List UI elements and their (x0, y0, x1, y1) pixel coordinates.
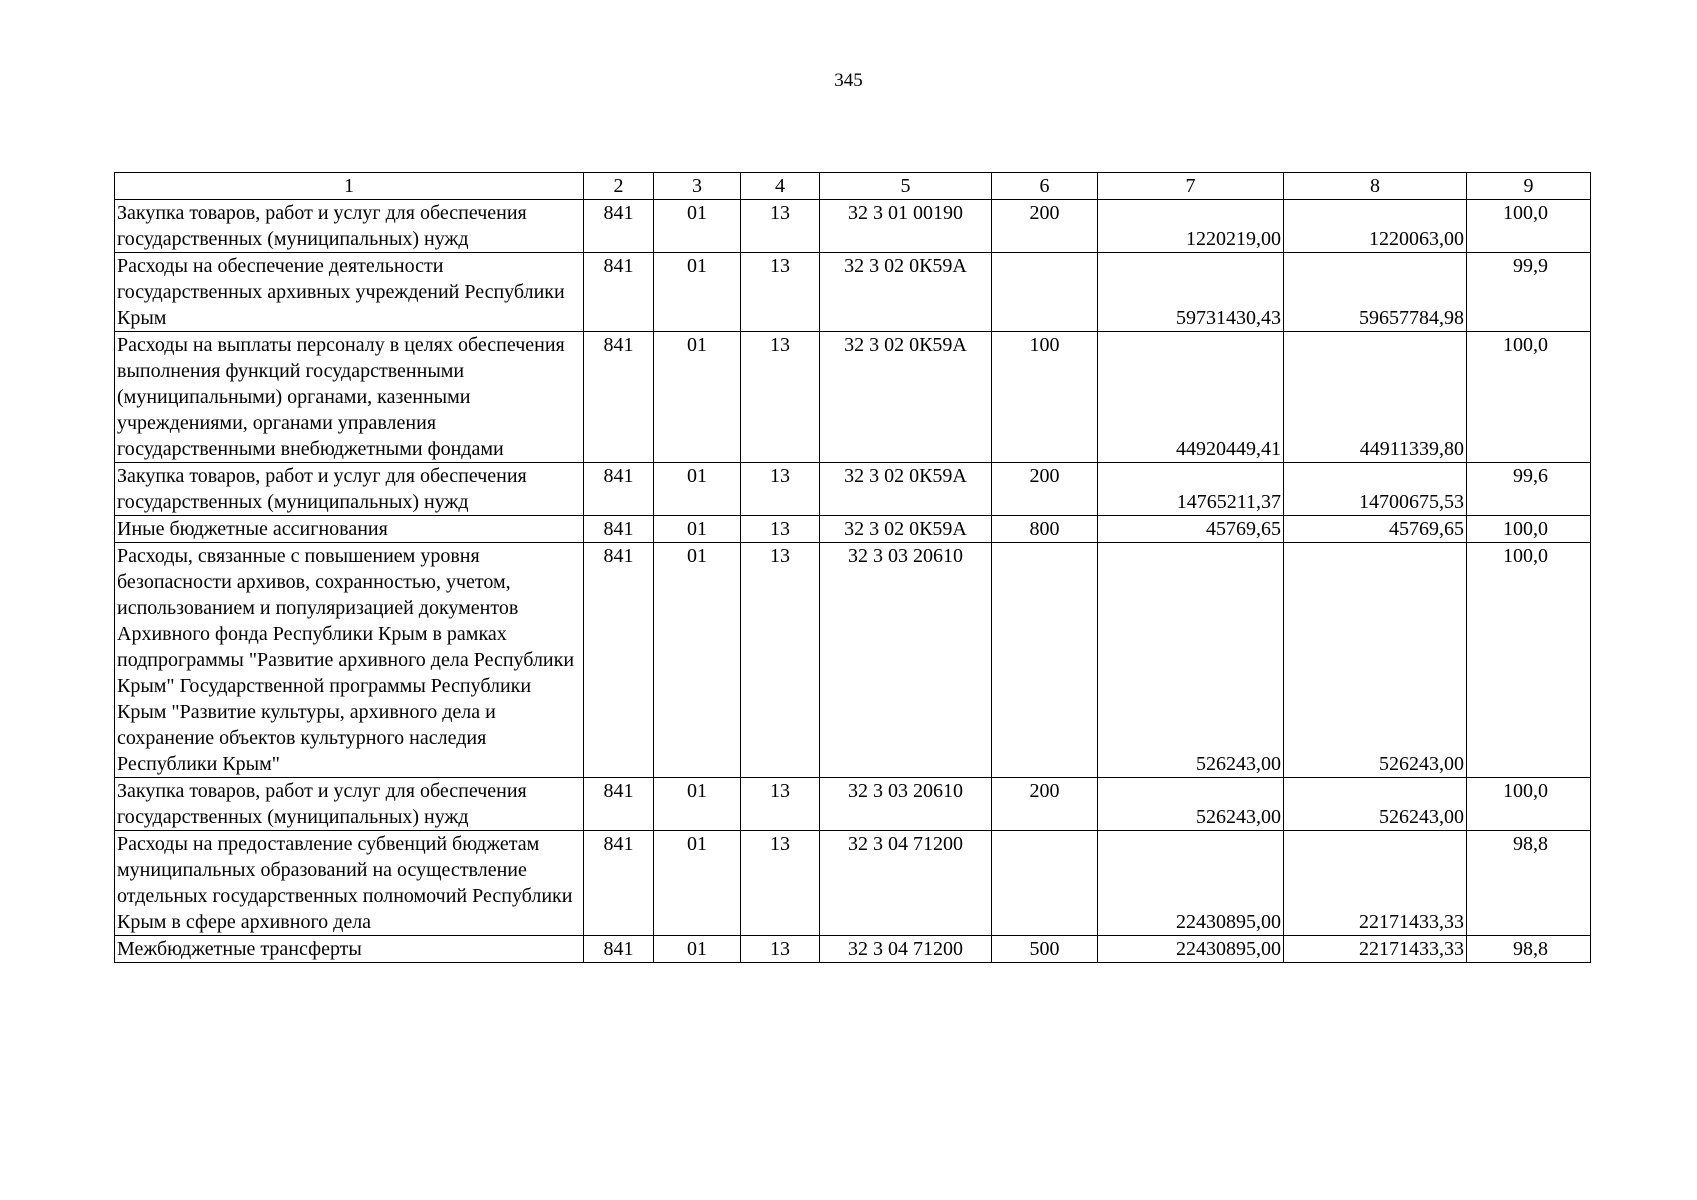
planned-amount-cell: 44920449,41 (1098, 332, 1284, 463)
executed-amount-cell: 59657784,98 (1284, 253, 1467, 332)
ministry-code-cell: 841 (584, 463, 654, 516)
subsection-code-cell: 13 (741, 332, 820, 463)
percent-cell: 100,0 (1467, 200, 1591, 253)
header-cell: 7 (1098, 173, 1284, 200)
table-row (115, 778, 1591, 831)
planned-amount-cell: 526243,00 (1098, 543, 1284, 778)
table-row (115, 543, 1591, 778)
percent-cell: 99,6 (1467, 463, 1591, 516)
table-row (115, 463, 1591, 516)
header-cell: 2 (584, 173, 654, 200)
subsection-code-cell: 13 (741, 200, 820, 253)
target-item-cell: 32 3 02 0К59А (820, 253, 992, 332)
section-code-cell: 01 (654, 332, 741, 463)
header-cell: 3 (654, 173, 741, 200)
planned-amount-cell: 22430895,00 (1098, 936, 1284, 963)
table-row (115, 253, 1591, 332)
executed-amount-cell: 526243,00 (1284, 543, 1467, 778)
table-row (115, 200, 1591, 253)
expense-type-cell: 200 (992, 778, 1098, 831)
executed-amount-cell: 45769,65 (1284, 516, 1467, 543)
ministry-code-cell: 841 (584, 200, 654, 253)
planned-amount-cell: 14765211,37 (1098, 463, 1284, 516)
percent-cell: 100,0 (1467, 543, 1591, 778)
subsection-code-cell: 13 (741, 253, 820, 332)
expense-type-cell (992, 253, 1098, 332)
planned-amount-cell: 526243,00 (1098, 778, 1284, 831)
expense-type-cell: 800 (992, 516, 1098, 543)
executed-amount-cell: 22171433,33 (1284, 936, 1467, 963)
table-row (115, 516, 1591, 543)
percent-cell: 100,0 (1467, 778, 1591, 831)
ministry-code-cell: 841 (584, 516, 654, 543)
target-item-cell: 32 3 03 20610 (820, 778, 992, 831)
expense-name-cell: Расходы на обеспечение деятельности государственных архивных учреждений Республики Крым (115, 253, 584, 332)
section-code-cell: 01 (654, 778, 741, 831)
ministry-code-cell: 841 (584, 831, 654, 936)
header-cell: 5 (820, 173, 992, 200)
subsection-code-cell: 13 (741, 543, 820, 778)
budget-table (114, 172, 1591, 963)
section-code-cell: 01 (654, 200, 741, 253)
section-code-cell: 01 (654, 463, 741, 516)
percent-cell: 100,0 (1467, 516, 1591, 543)
percent-cell: 98,8 (1467, 831, 1591, 936)
subsection-code-cell: 13 (741, 936, 820, 963)
expense-type-cell: 200 (992, 463, 1098, 516)
expense-name-cell: Иные бюджетные ассигнования (115, 516, 584, 543)
executed-amount-cell: 1220063,00 (1284, 200, 1467, 253)
executed-amount-cell: 14700675,53 (1284, 463, 1467, 516)
section-code-cell: 01 (654, 543, 741, 778)
table-row (115, 831, 1591, 936)
expense-name-cell: Расходы на выплаты персоналу в целях обеспечения выполнения функций государственными (муниципальными) органами, казенными учреждениями, органами управления государственными внебюджетными фондами (115, 332, 584, 463)
table-row (115, 936, 1591, 963)
planned-amount-cell: 59731430,43 (1098, 253, 1284, 332)
expense-name-cell: Закупка товаров, работ и услуг для обеспечения государственных (муниципальных) нужд (115, 463, 584, 516)
target-item-cell: 32 3 02 0К59А (820, 516, 992, 543)
header-cell: 9 (1467, 173, 1591, 200)
target-item-cell: 32 3 03 20610 (820, 543, 992, 778)
expense-name-cell: Межбюджетные трансферты (115, 936, 584, 963)
header-cell: 6 (992, 173, 1098, 200)
expense-name-cell: Закупка товаров, работ и услуг для обеспечения государственных (муниципальных) нужд (115, 778, 584, 831)
percent-cell: 99,9 (1467, 253, 1591, 332)
expense-type-cell: 200 (992, 200, 1098, 253)
target-item-cell: 32 3 02 0К59А (820, 463, 992, 516)
expense-type-cell (992, 543, 1098, 778)
executed-amount-cell: 22171433,33 (1284, 831, 1467, 936)
percent-cell: 98,8 (1467, 936, 1591, 963)
target-item-cell: 32 3 01 00190 (820, 200, 992, 253)
ministry-code-cell: 841 (584, 253, 654, 332)
ministry-code-cell: 841 (584, 332, 654, 463)
section-code-cell: 01 (654, 516, 741, 543)
subsection-code-cell: 13 (741, 463, 820, 516)
target-item-cell: 32 3 04 71200 (820, 936, 992, 963)
section-code-cell: 01 (654, 253, 741, 332)
target-item-cell: 32 3 04 71200 (820, 831, 992, 936)
header-cell: 4 (741, 173, 820, 200)
header-cell: 8 (1284, 173, 1467, 200)
expense-name-cell: Расходы, связанные с повышением уровня безопасности архивов, сохранностью, учетом, использованием и популяризацией документов Архивного фонда Республики Крым в рамках подпрограммы "Развитие архивного дела Республики Крым" Государственной программы Республики Крым "Развитие культуры, архивного дела и сохранение объектов культурного наследия Республики Крым" (115, 543, 584, 778)
expense-type-cell: 100 (992, 332, 1098, 463)
section-code-cell: 01 (654, 831, 741, 936)
page-number: 345 (834, 70, 863, 91)
expense-type-cell (992, 831, 1098, 936)
planned-amount-cell: 22430895,00 (1098, 831, 1284, 936)
ministry-code-cell: 841 (584, 778, 654, 831)
planned-amount-cell: 1220219,00 (1098, 200, 1284, 253)
target-item-cell: 32 3 02 0К59А (820, 332, 992, 463)
percent-cell: 100,0 (1467, 332, 1591, 463)
ministry-code-cell: 841 (584, 543, 654, 778)
expense-name-cell: Закупка товаров, работ и услуг для обеспечения государственных (муниципальных) нужд (115, 200, 584, 253)
executed-amount-cell: 44911339,80 (1284, 332, 1467, 463)
subsection-code-cell: 13 (741, 831, 820, 936)
header-row (115, 173, 1591, 200)
planned-amount-cell: 45769,65 (1098, 516, 1284, 543)
expense-name-cell: Расходы на предоставление субвенций бюджетам муниципальных образований на осуществление отдельных государственных полномочий Республики Крым в сфере архивного дела (115, 831, 584, 936)
header-cell: 1 (115, 173, 584, 200)
table-row (115, 332, 1591, 463)
section-code-cell: 01 (654, 936, 741, 963)
ministry-code-cell: 841 (584, 936, 654, 963)
subsection-code-cell: 13 (741, 516, 820, 543)
subsection-code-cell: 13 (741, 778, 820, 831)
expense-type-cell: 500 (992, 936, 1098, 963)
executed-amount-cell: 526243,00 (1284, 778, 1467, 831)
